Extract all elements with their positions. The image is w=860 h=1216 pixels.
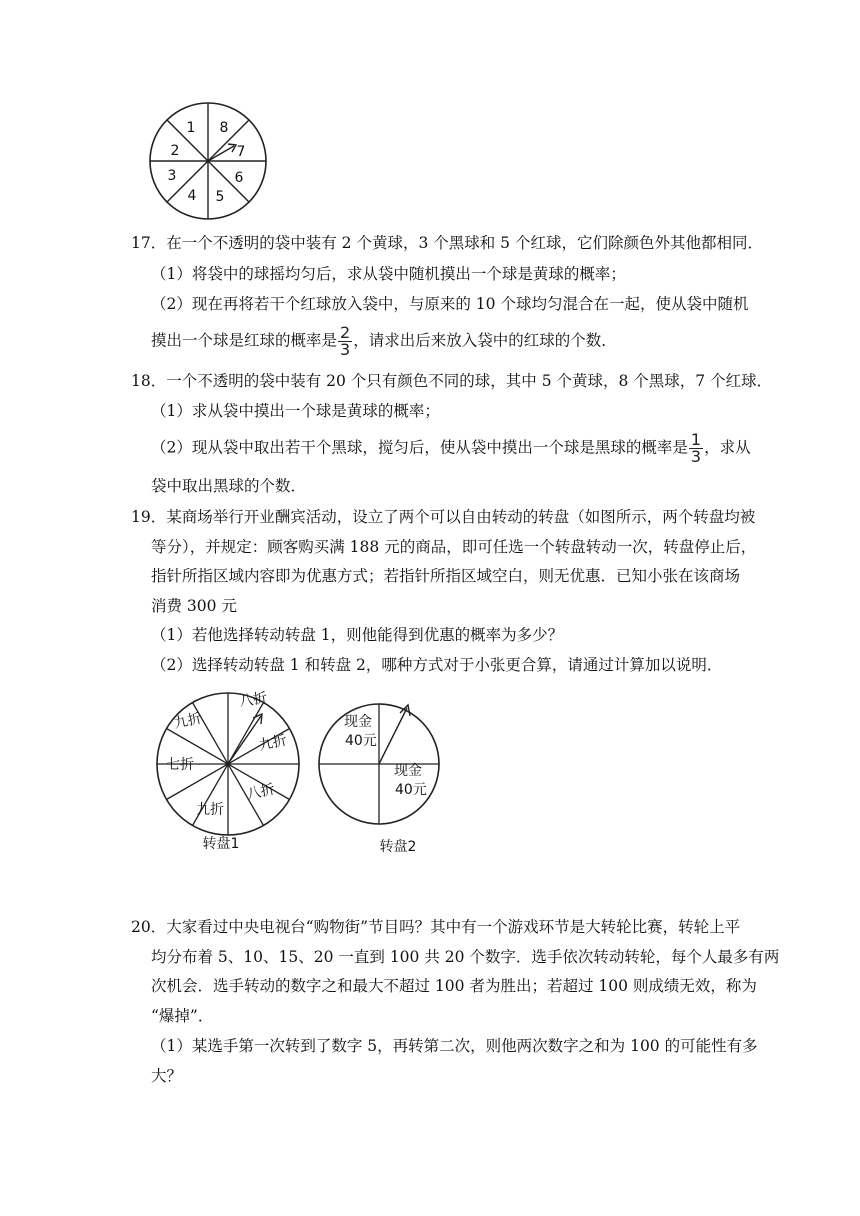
q20-part1-cont: 大？ — [151, 1067, 183, 1085]
q19-line3: 指针所指区域内容即为优惠方式；若指针所指区域空白，则无优惠．已知小张在该商场 — [151, 567, 741, 585]
q19-part1: （1）若他选择转动转盘 1，则他能得到优惠的概率为多少？ — [151, 626, 564, 644]
spinner2-amount-b: 40元 — [395, 782, 427, 798]
q18-frac-den: 3 — [690, 447, 702, 466]
q18-part2-pre: （2）现从袋中取出若干个黑球，搅匀后，使从袋中摸出一个球是黑球的概率是 — [151, 438, 688, 457]
q17-frac-den: 3 — [340, 340, 351, 359]
spinner1-label-jiu-right: 九折 — [257, 732, 289, 754]
sector-label-8: 8 — [219, 120, 229, 136]
spinner1-label-ba-bottom: 八折 — [245, 781, 277, 803]
sector-label-4: 4 — [187, 188, 197, 204]
sector-label-7: 7 — [236, 144, 246, 160]
spinner1-label-ba-top: 八折 — [238, 690, 269, 710]
q17-part2-cont — [151, 325, 617, 358]
spinner1-caption: 转盘1 — [202, 836, 240, 852]
q18-part2-post: ，求从 — [704, 438, 751, 457]
q20-line1: 20．大家看过中央电视台“购物街”节目吗？其中有一个游戏环节是大转轮比赛，转轮上平 — [131, 918, 741, 936]
q17-part2: （2）现在再将若干个红球放入袋中，与原来的 10 个球均匀混合在一起，使从袋中随机 — [151, 295, 749, 313]
spinner1-label-jiu-bottom: 九折 — [196, 802, 224, 818]
q17-stem: 17．在一个不透明的袋中装有 2 个黄球，3 个黑球和 5 个红球，它们除颜色外其他都相同． — [131, 234, 763, 252]
q20-line2: 均分布着 5、10、15、20 一直到 100 共 20 个数字．选手依次转动转轮，每个人最多有两 — [151, 948, 780, 966]
q18-part2 — [151, 432, 751, 465]
q20-line4: “爆掉”． — [151, 1007, 214, 1025]
q19-line1: 19．某商场举行开业酬宾活动，设立了两个可以自由转动的转盘（如图所示，两个转盘均被 — [131, 508, 756, 526]
spinner2-caption: 转盘2 — [379, 839, 417, 855]
q18-fraction — [689, 432, 703, 465]
q19-line2: 等分），并规定：顾客购买满 188 元的商品，即可任选一个转盘转动一次，转盘停止后， — [151, 538, 757, 556]
q17-frac-num: 2 — [340, 323, 351, 342]
q18-frac-num: 1 — [690, 430, 702, 449]
sector-label-1: 1 — [186, 120, 196, 136]
spinner2-amount-a: 40元 — [345, 733, 377, 749]
q18-part1: （1）求从袋中摸出一个球是黄球的概率； — [151, 402, 440, 420]
q17-part2-pre: 摸出一个球是红球的概率是 — [151, 331, 338, 350]
q18-part2-cont: 袋中取出黑球的个数． — [151, 477, 307, 495]
q18-stem: 18．一个不透明的袋中装有 20 个只有颜色不同的球，其中 5 个黄球，8 个黑球，7 个红球． — [131, 372, 773, 390]
spinner-2 — [316, 688, 442, 858]
spinner2-cash-b: 现金 — [394, 763, 422, 779]
q19-line4: 消费 300 元 — [151, 597, 237, 615]
q17-fraction — [338, 325, 352, 358]
spinner-1 — [152, 686, 304, 854]
sector-label-2: 2 — [170, 143, 180, 159]
spinner1-label-jiu-left: 九折 — [172, 710, 204, 732]
spinner1-label-qi: 七折 — [166, 757, 194, 773]
q17-part1: （1）将袋中的球摇均匀后，求从袋中随机摸出一个球是黄球的概率； — [151, 265, 626, 283]
spinner2-cash-a: 现金 — [344, 714, 372, 730]
spinner-8-sectors — [148, 94, 270, 228]
q19-part2: （2）选择转动转盘 1 和转盘 2，哪种方式对于小张更合算，请通过计算加以说明． — [151, 656, 723, 674]
sector-label-5: 5 — [215, 189, 225, 205]
q20-part1: （1）某选手第一次转到了数字 5，再转第二次，则他两次数字之和为 100 的可能性有多 — [151, 1037, 758, 1055]
sector-label-3: 3 — [167, 168, 177, 184]
q20-line3: 次机会．选手转动的数字之和最大不超过 100 者为胜出；若超过 100 则成绩无效，称为 — [151, 977, 757, 995]
sector-label-6: 6 — [234, 170, 244, 186]
q17-part2-post: ，请求出后来放入袋中的红球的个数． — [353, 331, 617, 350]
